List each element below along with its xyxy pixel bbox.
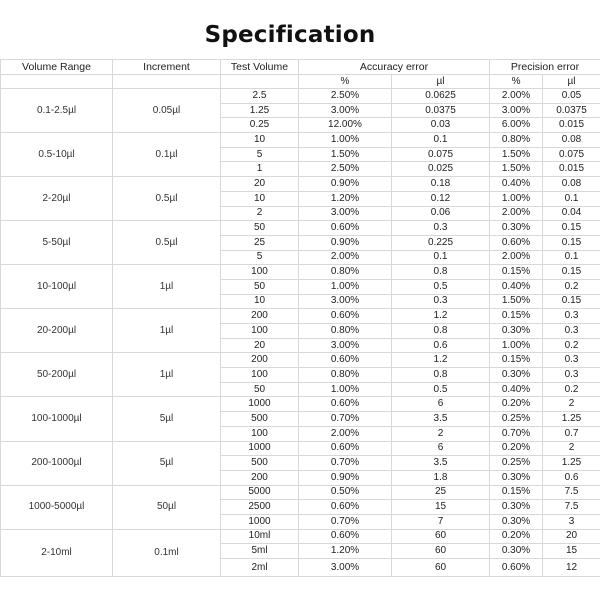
accuracy-ul-cell: 0.1 [392,250,490,265]
precision-ul-cell: 0.08 [543,133,600,148]
test-volume-cell: 1 [221,162,299,177]
volume-range-cell: 2-20µl [1,177,113,221]
precision-pct-cell: 0.15% [490,265,543,280]
precision-pct-cell: 1.00% [490,191,543,206]
accuracy-pct-cell: 0.90% [299,470,392,485]
precision-ul-cell: 0.2 [543,279,600,294]
precision-ul-cell: 0.7 [543,426,600,441]
precision-ul-cell: 0.015 [543,162,600,177]
accuracy-pct-cell: 3.00% [299,206,392,221]
precision-pct-cell: 1.50% [490,162,543,177]
precision-pct-cell: 0.80% [490,133,543,148]
accuracy-pct-cell: 3.00% [299,559,392,577]
unit-empty [221,75,299,89]
accuracy-ul-cell: 6 [392,441,490,456]
precision-ul-cell: 0.08 [543,177,600,192]
precision-pct-cell: 2.00% [490,250,543,265]
accuracy-pct-cell: 12.00% [299,118,392,133]
precision-pct-cell: 0.15% [490,485,543,500]
test-volume-cell: 50 [221,221,299,236]
precision-ul-cell: 0.015 [543,118,600,133]
test-volume-cell: 200 [221,309,299,324]
precision-pct-cell: 0.40% [490,279,543,294]
precision-pct-cell: 0.30% [490,324,543,339]
header-precision-error: Precision error [490,60,600,75]
precision-ul-cell: 0.3 [543,368,600,383]
precision-ul-cell: 15 [543,544,600,559]
precision-pct-cell: 0.60% [490,235,543,250]
volume-range-cell: 200-1000µl [1,441,113,485]
table-row [1,177,600,192]
accuracy-ul-cell: 1.8 [392,470,490,485]
accuracy-pct-cell: 0.60% [299,397,392,412]
volume-range-cell: 20-200µl [1,309,113,353]
test-volume-cell: 0.25 [221,118,299,133]
test-volume-cell: 100 [221,265,299,280]
precision-pct-cell: 0.25% [490,456,543,471]
unit-precision-ul: µl [543,75,600,89]
precision-ul-cell: 7.5 [543,485,600,500]
precision-ul-cell: 2 [543,397,600,412]
accuracy-ul-cell: 60 [392,544,490,559]
test-volume-cell: 50 [221,382,299,397]
header-increment: Increment [113,60,221,75]
table-row [1,265,600,280]
accuracy-pct-cell: 0.70% [299,456,392,471]
accuracy-pct-cell: 0.70% [299,412,392,427]
table-row [1,529,600,544]
increment-cell: 5µl [113,441,221,485]
accuracy-ul-cell: 60 [392,529,490,544]
accuracy-ul-cell: 0.8 [392,265,490,280]
test-volume-cell: 10ml [221,529,299,544]
precision-ul-cell: 0.3 [543,324,600,339]
header-row [1,60,600,75]
volume-range-cell: 0.1-2.5µl [1,89,113,133]
accuracy-pct-cell: 2.00% [299,426,392,441]
precision-pct-cell: 0.20% [490,529,543,544]
precision-ul-cell: 12 [543,559,600,577]
accuracy-pct-cell: 3.00% [299,338,392,353]
accuracy-ul-cell: 0.03 [392,118,490,133]
test-volume-cell: 20 [221,338,299,353]
accuracy-pct-cell: 1.50% [299,147,392,162]
unit-row [1,75,600,89]
precision-ul-cell: 0.05 [543,89,600,104]
test-volume-cell: 1000 [221,514,299,529]
volume-range-cell: 2-10ml [1,529,113,576]
accuracy-pct-cell: 2.50% [299,162,392,177]
accuracy-ul-cell: 15 [392,500,490,515]
increment-cell: 0.5µl [113,177,221,221]
test-volume-cell: 1.25 [221,103,299,118]
volume-range-cell: 0.5-10µl [1,133,113,177]
test-volume-cell: 100 [221,368,299,383]
precision-pct-cell: 0.30% [490,470,543,485]
precision-ul-cell: 2 [543,441,600,456]
accuracy-pct-cell: 2.50% [299,89,392,104]
accuracy-pct-cell: 0.70% [299,514,392,529]
increment-cell: 0.5µl [113,221,221,265]
header-accuracy-error: Accuracy error [299,60,490,75]
precision-ul-cell: 20 [543,529,600,544]
test-volume-cell: 500 [221,412,299,427]
increment-cell: 50µl [113,485,221,529]
accuracy-pct-cell: 0.60% [299,529,392,544]
precision-pct-cell: 1.00% [490,338,543,353]
volume-range-cell: 10-100µl [1,265,113,309]
precision-ul-cell: 0.3 [543,309,600,324]
accuracy-pct-cell: 0.80% [299,324,392,339]
accuracy-ul-cell: 0.8 [392,324,490,339]
accuracy-ul-cell: 1.2 [392,353,490,368]
accuracy-ul-cell: 1.2 [392,309,490,324]
precision-ul-cell: 0.1 [543,250,600,265]
spec-table [0,59,600,577]
volume-range-cell: 100-1000µl [1,397,113,441]
precision-ul-cell: 1.25 [543,456,600,471]
accuracy-pct-cell: 0.60% [299,441,392,456]
accuracy-ul-cell: 2 [392,426,490,441]
test-volume-cell: 5ml [221,544,299,559]
accuracy-pct-cell: 0.90% [299,235,392,250]
accuracy-ul-cell: 0.075 [392,147,490,162]
accuracy-pct-cell: 1.00% [299,382,392,397]
volume-range-cell: 5-50µl [1,221,113,265]
precision-pct-cell: 2.00% [490,89,543,104]
accuracy-ul-cell: 0.8 [392,368,490,383]
test-volume-cell: 1000 [221,397,299,412]
accuracy-ul-cell: 3.5 [392,412,490,427]
accuracy-pct-cell: 3.00% [299,294,392,309]
increment-cell: 1µl [113,353,221,397]
precision-pct-cell: 0.15% [490,309,543,324]
precision-pct-cell: 0.30% [490,544,543,559]
accuracy-ul-cell: 0.18 [392,177,490,192]
test-volume-cell: 500 [221,456,299,471]
increment-cell: 1µl [113,265,221,309]
test-volume-cell: 10 [221,294,299,309]
precision-ul-cell: 0.2 [543,338,600,353]
accuracy-pct-cell: 0.90% [299,177,392,192]
accuracy-ul-cell: 0.5 [392,382,490,397]
precision-pct-cell: 0.40% [490,177,543,192]
accuracy-ul-cell: 0.5 [392,279,490,294]
precision-ul-cell: 0.15 [543,235,600,250]
accuracy-pct-cell: 2.00% [299,250,392,265]
precision-pct-cell: 0.30% [490,368,543,383]
test-volume-cell: 200 [221,353,299,368]
accuracy-pct-cell: 0.60% [299,500,392,515]
precision-pct-cell: 1.50% [490,147,543,162]
precision-ul-cell: 0.3 [543,353,600,368]
precision-pct-cell: 0.20% [490,397,543,412]
accuracy-ul-cell: 7 [392,514,490,529]
precision-pct-cell: 2.00% [490,206,543,221]
increment-cell: 5µl [113,397,221,441]
unit-empty [1,75,113,89]
precision-ul-cell: 0.0375 [543,103,600,118]
accuracy-pct-cell: 0.60% [299,309,392,324]
precision-pct-cell: 0.30% [490,500,543,515]
accuracy-ul-cell: 0.0625 [392,89,490,104]
test-volume-cell: 2 [221,206,299,221]
unit-precision-pct: % [490,75,543,89]
increment-cell: 0.05µl [113,89,221,133]
page-title: Specification [204,22,376,48]
spec-body [1,89,600,577]
precision-ul-cell: 7.5 [543,500,600,515]
precision-ul-cell: 1.25 [543,412,600,427]
test-volume-cell: 2500 [221,500,299,515]
test-volume-cell: 5000 [221,485,299,500]
increment-cell: 1µl [113,309,221,353]
precision-pct-cell: 1.50% [490,294,543,309]
accuracy-pct-cell: 0.80% [299,368,392,383]
accuracy-ul-cell: 0.1 [392,133,490,148]
precision-ul-cell: 0.075 [543,147,600,162]
accuracy-ul-cell: 0.12 [392,191,490,206]
table-row [1,353,600,368]
accuracy-pct-cell: 1.20% [299,544,392,559]
accuracy-ul-cell: 0.0375 [392,103,490,118]
precision-pct-cell: 0.15% [490,353,543,368]
accuracy-pct-cell: 1.20% [299,191,392,206]
test-volume-cell: 10 [221,133,299,148]
precision-pct-cell: 0.25% [490,412,543,427]
test-volume-cell: 5 [221,147,299,162]
accuracy-ul-cell: 3.5 [392,456,490,471]
precision-ul-cell: 3 [543,514,600,529]
precision-pct-cell: 6.00% [490,118,543,133]
precision-ul-cell: 0.15 [543,265,600,280]
precision-ul-cell: 0.6 [543,470,600,485]
table-row [1,221,600,236]
accuracy-pct-cell: 0.60% [299,353,392,368]
test-volume-cell: 25 [221,235,299,250]
table-row [1,309,600,324]
accuracy-pct-cell: 0.60% [299,221,392,236]
precision-ul-cell: 0.04 [543,206,600,221]
accuracy-ul-cell: 60 [392,559,490,577]
increment-cell: 0.1ml [113,529,221,576]
volume-range-cell: 50-200µl [1,353,113,397]
accuracy-ul-cell: 25 [392,485,490,500]
test-volume-cell: 2.5 [221,89,299,104]
table-row [1,485,600,500]
precision-pct-cell: 0.70% [490,426,543,441]
accuracy-ul-cell: 0.225 [392,235,490,250]
precision-pct-cell: 0.30% [490,514,543,529]
precision-ul-cell: 0.1 [543,191,600,206]
increment-cell: 0.1µl [113,133,221,177]
accuracy-ul-cell: 0.3 [392,221,490,236]
table-row [1,89,600,104]
test-volume-cell: 10 [221,191,299,206]
table-row [1,441,600,456]
test-volume-cell: 100 [221,426,299,441]
test-volume-cell: 100 [221,324,299,339]
precision-pct-cell: 0.20% [490,441,543,456]
precision-pct-cell: 0.40% [490,382,543,397]
precision-pct-cell: 3.00% [490,103,543,118]
accuracy-ul-cell: 0.025 [392,162,490,177]
test-volume-cell: 2ml [221,559,299,577]
unit-empty [113,75,221,89]
accuracy-ul-cell: 0.6 [392,338,490,353]
unit-accuracy-pct: % [299,75,392,89]
accuracy-pct-cell: 3.00% [299,103,392,118]
accuracy-pct-cell: 0.50% [299,485,392,500]
precision-ul-cell: 0.2 [543,382,600,397]
test-volume-cell: 50 [221,279,299,294]
header-test-volume: Test Volume [221,60,299,75]
accuracy-ul-cell: 0.3 [392,294,490,309]
test-volume-cell: 200 [221,470,299,485]
precision-ul-cell: 0.15 [543,294,600,309]
header-volume-range: Volume Range [1,60,113,75]
table-row [1,397,600,412]
precision-pct-cell: 0.30% [490,221,543,236]
test-volume-cell: 20 [221,177,299,192]
unit-accuracy-ul: µl [392,75,490,89]
table-row [1,133,600,148]
precision-ul-cell: 0.15 [543,221,600,236]
test-volume-cell: 1000 [221,441,299,456]
accuracy-pct-cell: 1.00% [299,279,392,294]
precision-pct-cell: 0.60% [490,559,543,577]
volume-range-cell: 1000-5000µl [1,485,113,529]
accuracy-pct-cell: 1.00% [299,133,392,148]
accuracy-ul-cell: 0.06 [392,206,490,221]
accuracy-pct-cell: 0.80% [299,265,392,280]
accuracy-ul-cell: 6 [392,397,490,412]
test-volume-cell: 5 [221,250,299,265]
